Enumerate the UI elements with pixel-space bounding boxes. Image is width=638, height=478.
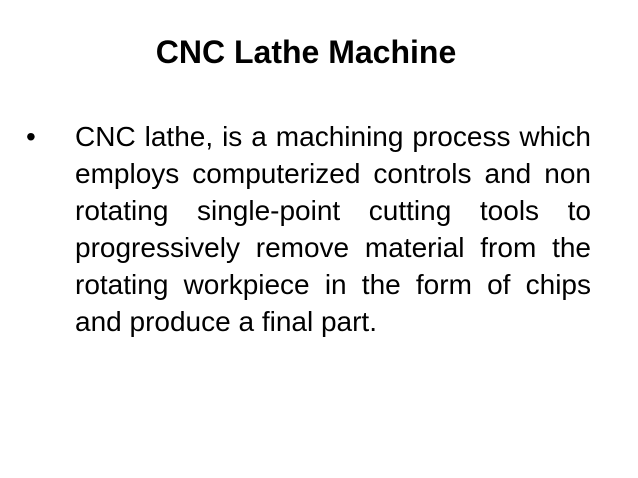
bullet-marker: • bbox=[26, 121, 36, 152]
bullet-text: CNC lathe, is a machining process which employs computerized controls and non rotating single-point cutting tools to progressively remove material from the rotating workpiece in the form of chips and produce a final part. bbox=[75, 121, 591, 337]
slide-title: CNC Lathe Machine bbox=[155, 34, 457, 70]
